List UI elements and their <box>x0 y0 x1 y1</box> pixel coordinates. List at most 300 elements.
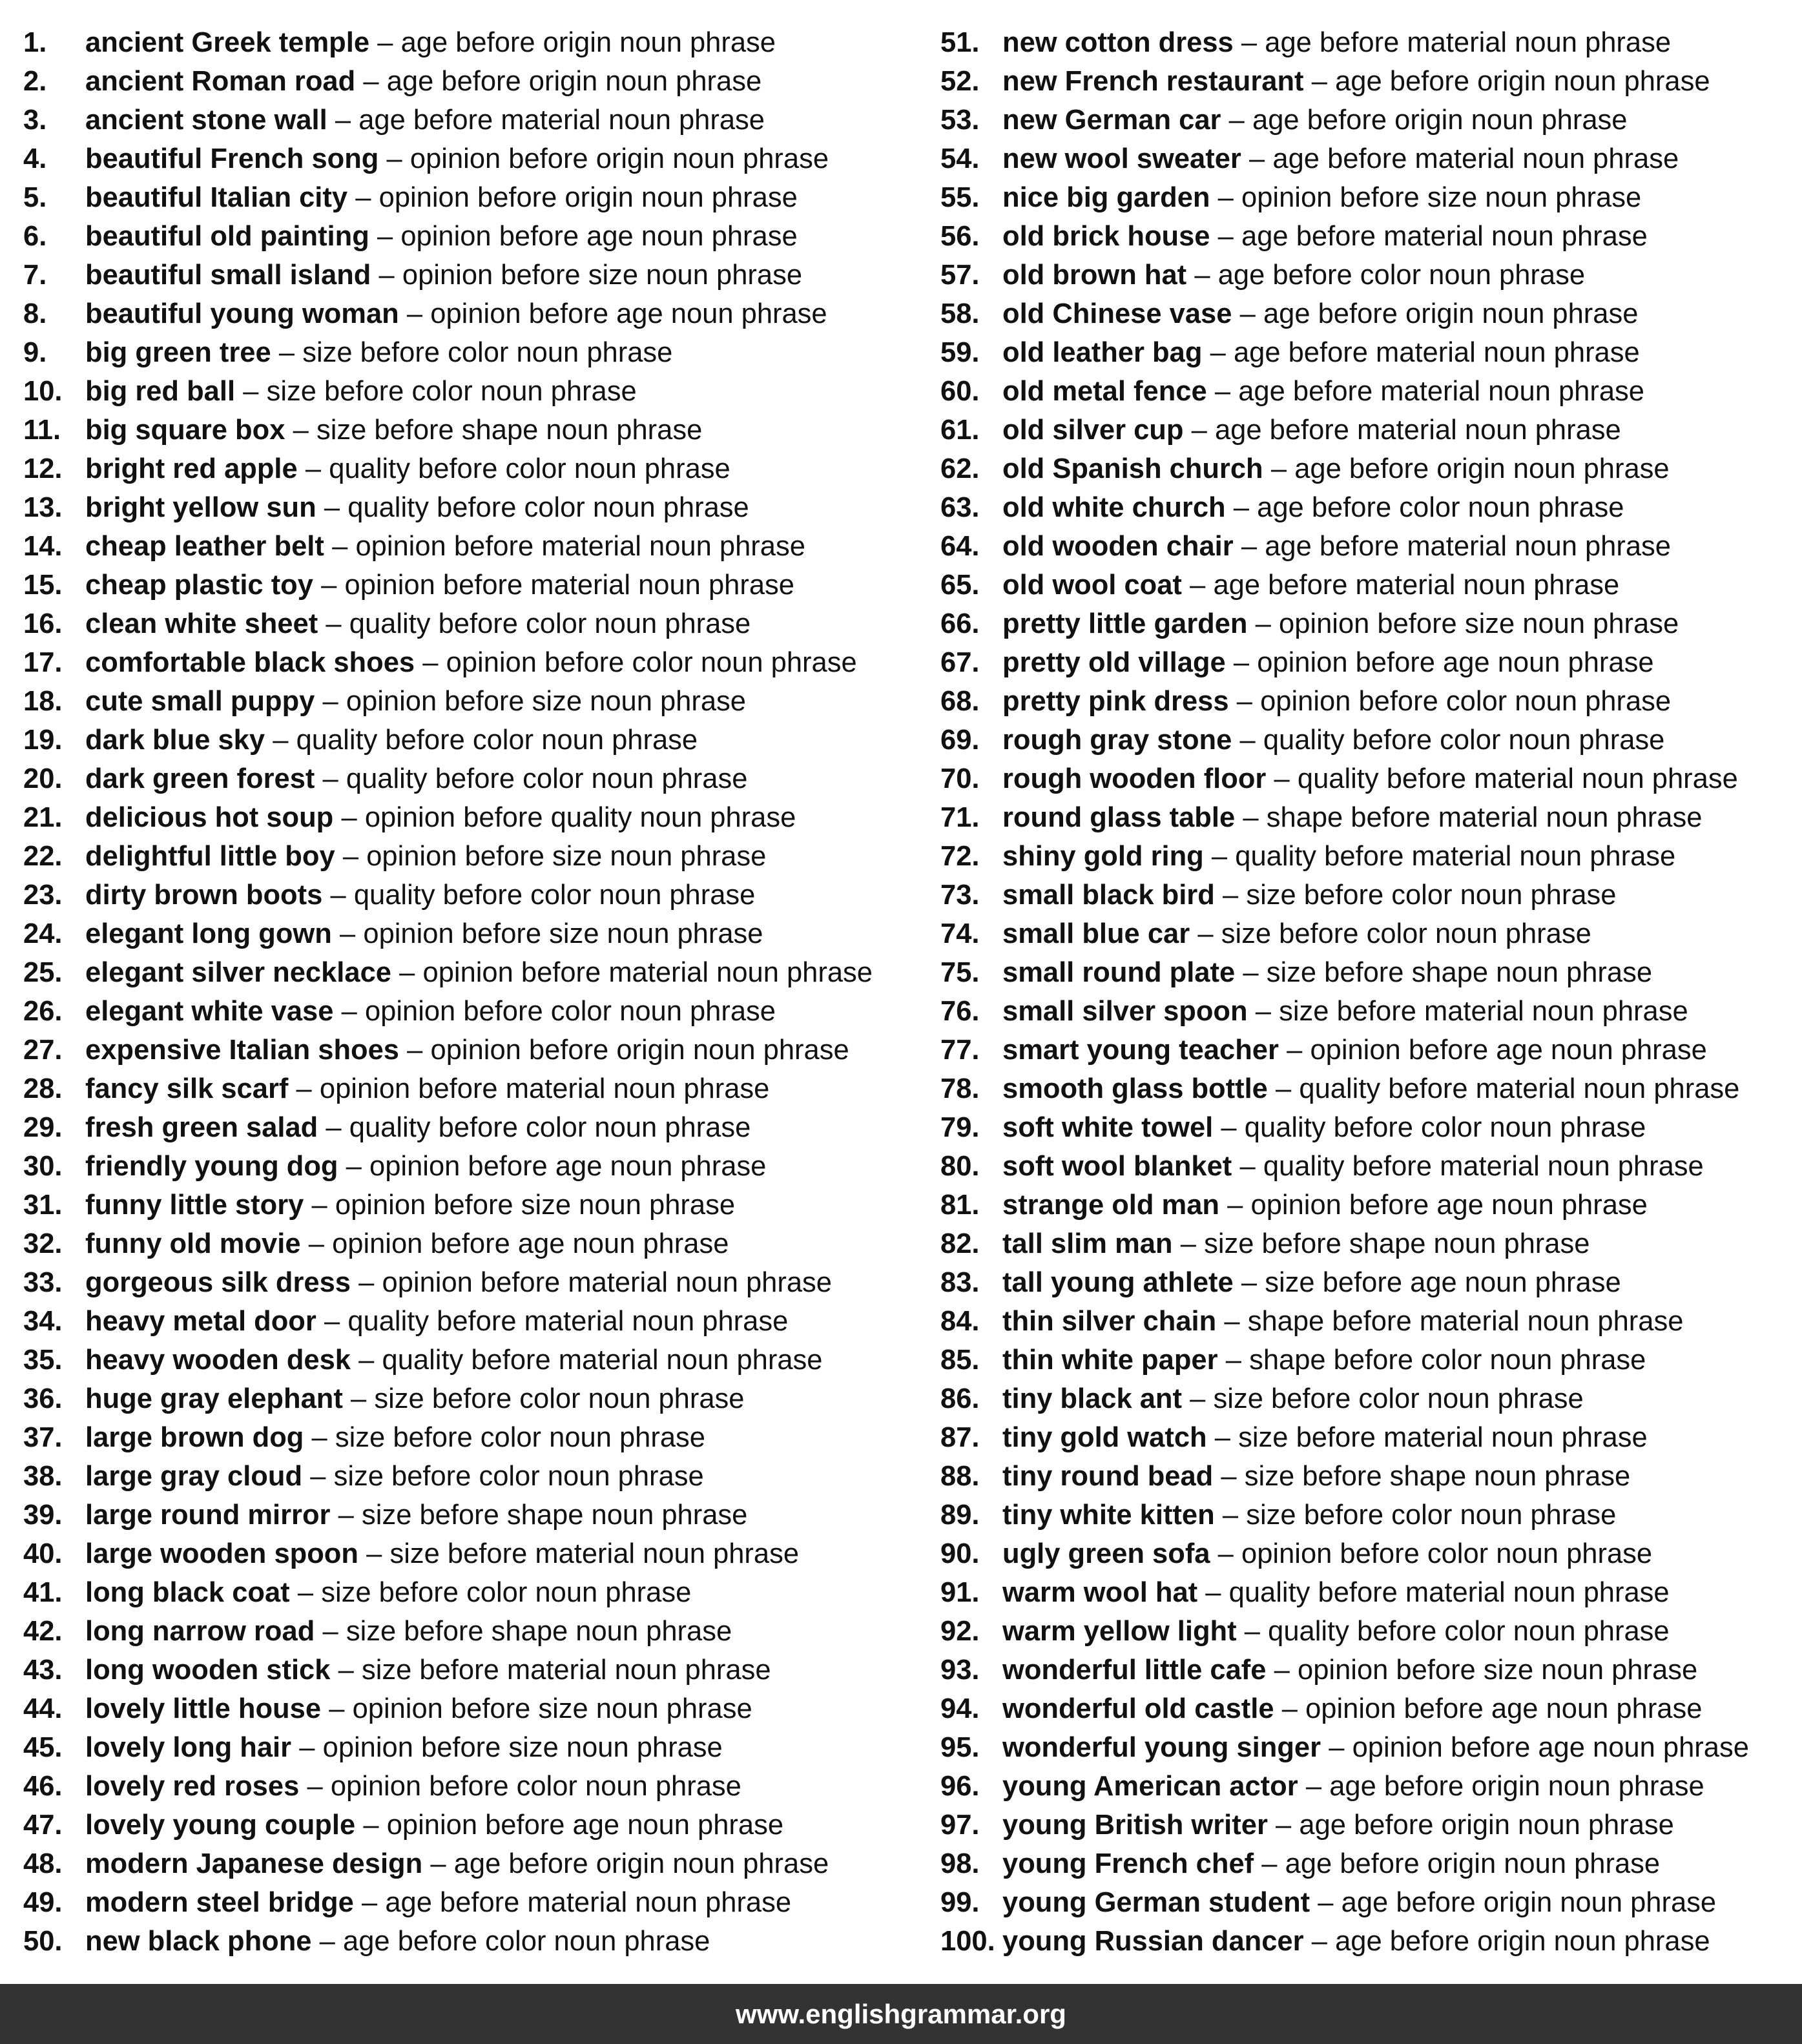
noun-phrase: shiny gold ring <box>1002 841 1204 872</box>
dash-separator: – <box>340 918 356 949</box>
noun-phrase: large wooden spoon <box>85 1538 358 1569</box>
noun-phrase: long narrow road <box>85 1616 315 1647</box>
list-item <box>23 1689 927 1728</box>
order-description: age before material noun phrase <box>1233 337 1640 368</box>
noun-phrase: lovely long hair <box>85 1732 292 1763</box>
noun-phrase: lovely red roses <box>85 1771 300 1802</box>
dash-separator: – <box>1241 1267 1258 1298</box>
noun-phrase: bright red apple <box>85 453 298 484</box>
noun-phrase: large round mirror <box>85 1500 331 1531</box>
list-item <box>23 682 927 721</box>
noun-phrase: big red ball <box>85 376 236 407</box>
noun-phrase: lovely young couple <box>85 1810 356 1841</box>
item-number: 79. <box>940 1112 980 1143</box>
dash-separator: – <box>1233 647 1250 678</box>
order-description: age before material noun phrase <box>385 1887 792 1918</box>
noun-phrase: huge gray elephant <box>85 1383 343 1414</box>
footer-bar <box>0 1984 1802 2044</box>
order-description: opinion before age noun phrase <box>1305 1693 1703 1724</box>
list-item <box>23 217 927 256</box>
noun-phrase: friendly young dog <box>85 1151 338 1182</box>
list-item <box>23 101 927 139</box>
noun-phrase: funny old movie <box>85 1228 301 1259</box>
item-number: 20. <box>23 763 63 794</box>
noun-phrase: old Chinese vase <box>1002 298 1232 329</box>
dash-separator: – <box>1239 1151 1256 1182</box>
item-number: 25. <box>23 957 63 988</box>
noun-phrase: thin white paper <box>1002 1345 1218 1376</box>
noun-phrase: beautiful French song <box>85 143 379 174</box>
dash-separator: – <box>407 1035 423 1066</box>
item-number: 58. <box>940 298 980 329</box>
item-number: 6. <box>23 221 47 252</box>
dash-separator: – <box>293 415 309 446</box>
noun-phrase: old white church <box>1002 492 1226 523</box>
noun-phrase: thin silver chain <box>1002 1306 1217 1337</box>
dash-separator: – <box>338 1500 354 1531</box>
item-number: 75. <box>940 957 980 988</box>
item-number: 74. <box>940 918 980 949</box>
order-description: quality before color noun phrase <box>296 725 698 756</box>
dash-separator: – <box>341 996 357 1027</box>
noun-phrase: nice big garden <box>1002 182 1210 213</box>
list-item <box>940 1573 1802 1612</box>
noun-phrase: heavy wooden desk <box>85 1345 351 1376</box>
noun-phrase: young German student <box>1002 1887 1310 1918</box>
list-item <box>940 1069 1802 1108</box>
noun-phrase: modern steel bridge <box>85 1887 354 1918</box>
noun-phrase: tiny gold watch <box>1002 1422 1207 1453</box>
order-description: opinion before age noun phrase <box>1310 1035 1707 1066</box>
item-number: 96. <box>940 1771 980 1802</box>
list-item <box>940 837 1802 876</box>
order-description: opinion before origin noun phrase <box>409 143 829 174</box>
noun-phrase: old leather bag <box>1002 337 1203 368</box>
dash-separator: – <box>1217 221 1234 252</box>
list-item <box>940 62 1802 101</box>
order-description: quality before material noun phrase <box>1235 841 1676 872</box>
dash-separator: – <box>332 531 348 562</box>
noun-phrase: dark blue sky <box>85 725 265 756</box>
item-number: 76. <box>940 996 980 1027</box>
order-description: opinion before age noun phrase <box>430 298 827 329</box>
order-description: quality before material noun phrase <box>1228 1577 1670 1608</box>
noun-phrase: bright yellow sun <box>85 492 316 523</box>
list-item <box>23 256 927 294</box>
dash-separator: – <box>1233 492 1249 523</box>
order-description: size before color noun phrase <box>1246 880 1617 911</box>
list-item <box>940 1341 1802 1379</box>
order-description: age before material noun phrase <box>1265 27 1672 58</box>
dash-separator: – <box>1190 570 1206 601</box>
dash-separator: – <box>1236 686 1252 717</box>
list-item <box>940 333 1802 372</box>
item-number: 33. <box>23 1267 63 1298</box>
list-item <box>23 372 927 411</box>
dash-separator: – <box>386 143 402 174</box>
list-item <box>23 449 927 488</box>
noun-phrase: young Russian dancer <box>1002 1926 1304 1957</box>
noun-phrase: old metal fence <box>1002 376 1207 407</box>
list-item <box>23 837 927 876</box>
dash-separator: – <box>329 1693 345 1724</box>
item-number: 43. <box>23 1655 63 1686</box>
list-item <box>940 294 1802 333</box>
list-item <box>940 1302 1802 1341</box>
order-description: size before color noun phrase <box>266 376 637 407</box>
noun-phrase: expensive Italian shoes <box>85 1035 399 1066</box>
noun-phrase: beautiful small island <box>85 260 371 291</box>
order-description: opinion before origin noun phrase <box>430 1035 849 1066</box>
order-description: age before origin noun phrase <box>1263 298 1639 329</box>
dash-separator: – <box>1276 1073 1292 1104</box>
noun-phrase: comfortable black shoes <box>85 647 415 678</box>
dash-separator: – <box>299 1732 315 1763</box>
item-number: 28. <box>23 1073 63 1104</box>
order-description: opinion before material noun phrase <box>422 957 873 988</box>
order-description: quality before color noun phrase <box>1268 1616 1670 1647</box>
item-number: 17. <box>23 647 63 678</box>
dash-separator: – <box>1225 1345 1241 1376</box>
list-item <box>23 1031 927 1069</box>
order-description: quality before material noun phrase <box>347 1306 789 1337</box>
dash-separator: – <box>1255 608 1271 639</box>
list-item <box>940 953 1802 992</box>
order-description: age before origin noun phrase <box>1335 1926 1710 1957</box>
item-number: 15. <box>23 570 63 601</box>
dash-separator: – <box>278 337 295 368</box>
order-description: age before origin noun phrase <box>1285 1848 1661 1879</box>
list-item <box>23 178 927 217</box>
dash-separator: – <box>1239 725 1256 756</box>
item-number: 23. <box>23 880 63 911</box>
dash-separator: – <box>305 453 322 484</box>
dash-separator: – <box>1255 996 1271 1027</box>
order-description: opinion before age noun phrase <box>386 1810 784 1841</box>
dash-separator: – <box>1243 957 1259 988</box>
item-number: 51. <box>940 27 980 58</box>
dash-separator: – <box>324 492 340 523</box>
dash-separator: – <box>351 1383 367 1414</box>
noun-phrase: small blue car <box>1002 918 1190 949</box>
item-number: 21. <box>23 802 63 833</box>
dash-separator: – <box>355 182 371 213</box>
list-item <box>940 604 1802 643</box>
item-number: 32. <box>23 1228 63 1259</box>
item-number: 41. <box>23 1577 63 1608</box>
item-number: 11. <box>23 415 61 446</box>
dash-separator: – <box>1197 918 1214 949</box>
item-number: 44. <box>23 1693 63 1724</box>
item-number: 67. <box>940 647 980 678</box>
noun-phrase: long black coat <box>85 1577 290 1608</box>
order-description: opinion before age noun phrase <box>1352 1732 1749 1763</box>
item-number: 30. <box>23 1151 63 1182</box>
dash-separator: – <box>1214 376 1231 407</box>
noun-phrase: new cotton dress <box>1002 27 1234 58</box>
dash-separator: – <box>358 1267 375 1298</box>
order-description: size before shape noun phrase <box>316 415 703 446</box>
item-number: 94. <box>940 1693 980 1724</box>
item-number: 65. <box>940 570 980 601</box>
dash-separator: – <box>1274 763 1290 794</box>
list-item <box>940 217 1802 256</box>
noun-phrase: smooth glass bottle <box>1002 1073 1268 1104</box>
noun-phrase: modern Japanese design <box>85 1848 423 1879</box>
noun-phrase: small black bird <box>1002 880 1215 911</box>
item-number: 55. <box>940 182 980 213</box>
list-item <box>940 1108 1802 1147</box>
list-item <box>940 372 1802 411</box>
noun-phrase: long wooden stick <box>85 1655 331 1686</box>
noun-phrase: beautiful old painting <box>85 221 369 252</box>
left-column <box>23 23 927 1961</box>
footer-url[interactable]: www.englishgrammar.org <box>736 1998 1066 2029</box>
dash-separator: – <box>297 1577 314 1608</box>
noun-phrase: wonderful young singer <box>1002 1732 1321 1763</box>
dash-separator: – <box>1210 337 1226 368</box>
dash-separator: – <box>1311 1926 1327 1957</box>
list-item <box>23 1922 927 1961</box>
item-number: 92. <box>940 1616 980 1647</box>
noun-phrase: lovely little house <box>85 1693 322 1724</box>
item-number: 53. <box>940 105 980 136</box>
dash-separator: – <box>1261 1848 1278 1879</box>
order-description: size before shape noun phrase <box>1266 957 1653 988</box>
item-number: 77. <box>940 1035 980 1066</box>
list-item <box>23 411 927 449</box>
noun-phrase: gorgeous silk dress <box>85 1267 351 1298</box>
item-number: 35. <box>23 1345 63 1376</box>
dash-separator: – <box>296 1073 312 1104</box>
list-item <box>940 1767 1802 1806</box>
item-number: 29. <box>23 1112 63 1143</box>
dash-separator: – <box>1318 1887 1334 1918</box>
item-number: 98. <box>940 1848 980 1879</box>
list-item <box>940 527 1802 566</box>
dash-separator: – <box>1311 66 1327 97</box>
list-item <box>940 876 1802 914</box>
dash-separator: – <box>1205 1577 1221 1608</box>
list-item <box>940 488 1802 527</box>
noun-phrase: dark green forest <box>85 763 315 794</box>
noun-phrase: small silver spoon <box>1002 996 1248 1027</box>
noun-phrase: cheap leather belt <box>85 531 324 562</box>
item-number: 16. <box>23 608 63 639</box>
order-description: opinion before material noun phrase <box>319 1073 770 1104</box>
noun-phrase: small round plate <box>1002 957 1236 988</box>
list-item <box>940 1379 1802 1418</box>
order-description: size before shape noun phrase <box>362 1500 748 1531</box>
dash-separator: – <box>1180 1228 1196 1259</box>
dash-separator: – <box>377 221 393 252</box>
noun-phrase: tall young athlete <box>1002 1267 1234 1298</box>
dash-separator: – <box>1221 1112 1237 1143</box>
item-number: 80. <box>940 1151 980 1182</box>
list-item <box>23 876 927 914</box>
list-item <box>940 914 1802 953</box>
noun-phrase: old Spanish church <box>1002 453 1263 484</box>
noun-phrase: large brown dog <box>85 1422 304 1453</box>
order-description: size before shape noun phrase <box>1244 1461 1631 1492</box>
item-number: 91. <box>940 1577 980 1608</box>
item-number: 64. <box>940 531 980 562</box>
noun-phrase: elegant long gown <box>85 918 332 949</box>
noun-phrase: ancient Roman road <box>85 66 356 97</box>
dash-separator: – <box>1222 1500 1239 1531</box>
order-description: size before color noun phrase <box>1246 1500 1617 1531</box>
noun-phrase: old silver cup <box>1002 415 1184 446</box>
order-description: opinion before color noun phrase <box>364 996 776 1027</box>
item-number: 72. <box>940 841 980 872</box>
list-item <box>23 1108 927 1147</box>
order-description: opinion before color noun phrase <box>1260 686 1672 717</box>
order-description: shape before material noun phrase <box>1266 802 1703 833</box>
item-number: 19. <box>23 725 63 756</box>
list-item <box>940 1689 1802 1728</box>
item-number: 4. <box>23 143 47 174</box>
noun-phrase: delicious hot soup <box>85 802 334 833</box>
order-description: size before shape noun phrase <box>1204 1228 1590 1259</box>
order-description: opinion before age noun phrase <box>1250 1190 1648 1221</box>
order-description: opinion before origin noun phrase <box>378 182 798 213</box>
noun-phrase: new black phone <box>85 1926 312 1957</box>
dash-separator: – <box>1241 27 1258 58</box>
list-item <box>23 953 927 992</box>
list-item <box>940 1651 1802 1689</box>
noun-phrase: big green tree <box>85 337 271 368</box>
dash-separator: – <box>1239 298 1256 329</box>
dash-separator: – <box>1244 1616 1260 1647</box>
dash-separator: – <box>1221 1461 1237 1492</box>
dash-separator: – <box>310 1461 326 1492</box>
item-number: 69. <box>940 725 980 756</box>
order-description: opinion before size noun phrase <box>322 1732 723 1763</box>
order-description: quality before material noun phrase <box>382 1345 823 1376</box>
noun-phrase: tall slim man <box>1002 1228 1173 1259</box>
item-number: 59. <box>940 337 980 368</box>
list-item <box>940 1031 1802 1069</box>
order-description: opinion before size noun phrase <box>352 1693 752 1724</box>
order-description: quality before color noun phrase <box>329 453 730 484</box>
order-description: opinion before material noun phrase <box>355 531 805 562</box>
item-number: 62. <box>940 453 980 484</box>
list-item <box>23 1302 927 1341</box>
dash-separator: – <box>1270 453 1287 484</box>
list-item <box>23 721 927 759</box>
order-description: age before material noun phrase <box>1241 221 1648 252</box>
item-number: 63. <box>940 492 980 523</box>
list-item <box>23 527 927 566</box>
order-description: quality before color noun phrase <box>349 1112 751 1143</box>
list-item <box>23 1457 927 1496</box>
dash-separator: – <box>1287 1035 1303 1066</box>
item-number: 27. <box>23 1035 63 1066</box>
list-item <box>23 1263 927 1302</box>
noun-phrase: warm wool hat <box>1002 1577 1198 1608</box>
item-number: 50. <box>23 1926 63 1957</box>
list-item <box>23 798 927 837</box>
dash-separator: – <box>324 1306 340 1337</box>
dash-separator: – <box>311 1190 327 1221</box>
noun-phrase: big square box <box>85 415 285 446</box>
dash-separator: – <box>1281 1693 1298 1724</box>
list-item <box>23 1418 927 1457</box>
order-description: quality before color noun phrase <box>1263 725 1665 756</box>
dash-separator: – <box>366 1538 382 1569</box>
list-item <box>940 1806 1802 1844</box>
list-item <box>940 1612 1802 1651</box>
noun-phrase: new wool sweater <box>1002 143 1241 174</box>
dash-separator: – <box>363 1810 379 1841</box>
noun-phrase: rough gray stone <box>1002 725 1232 756</box>
list-item <box>23 1341 927 1379</box>
list-item <box>940 139 1802 178</box>
item-number: 57. <box>940 260 980 291</box>
item-number: 86. <box>940 1383 980 1414</box>
dash-separator: – <box>308 1228 324 1259</box>
list-item <box>940 1418 1802 1457</box>
order-description: size before shape noun phrase <box>346 1616 732 1647</box>
order-description: age before material noun phrase <box>358 105 765 136</box>
item-number: 22. <box>23 841 63 872</box>
noun-phrase: ugly green sofa <box>1002 1538 1210 1569</box>
item-number: 1. <box>23 27 47 58</box>
dash-separator: – <box>1249 143 1265 174</box>
order-description: size before color noun phrase <box>333 1461 704 1492</box>
item-number: 66. <box>940 608 980 639</box>
dash-separator: – <box>322 1616 338 1647</box>
item-number: 47. <box>23 1810 63 1841</box>
order-description: age before color noun phrase <box>343 1926 710 1957</box>
item-number: 9. <box>23 337 47 368</box>
list-item <box>940 101 1802 139</box>
order-description: quality before color noun phrase <box>346 763 748 794</box>
list-item <box>23 1728 927 1767</box>
list-item <box>940 178 1802 217</box>
noun-phrase: strange old man <box>1002 1190 1219 1221</box>
order-description: age before origin noun phrase <box>1299 1810 1674 1841</box>
dash-separator: – <box>1227 1190 1243 1221</box>
dash-separator: – <box>1224 1306 1240 1337</box>
item-number: 95. <box>940 1732 980 1763</box>
dash-separator: – <box>338 1655 354 1686</box>
item-number: 93. <box>940 1655 980 1686</box>
dash-separator: – <box>322 686 338 717</box>
list-item <box>940 992 1802 1031</box>
item-number: 84. <box>940 1306 980 1337</box>
noun-phrase: dirty brown boots <box>85 880 323 911</box>
list-item <box>940 1457 1802 1496</box>
list-item <box>23 139 927 178</box>
order-description: age before color noun phrase <box>1257 492 1624 523</box>
list-item <box>23 643 927 682</box>
dash-separator: – <box>1222 880 1239 911</box>
item-number: 42. <box>23 1616 63 1647</box>
item-number: 88. <box>940 1461 980 1492</box>
noun-phrase: tiny white kitten <box>1002 1500 1215 1531</box>
noun-phrase: beautiful young woman <box>85 298 399 329</box>
dash-separator: – <box>1243 802 1259 833</box>
order-description: opinion before color noun phrase <box>446 647 857 678</box>
order-description: opinion before age noun phrase <box>400 221 798 252</box>
list-item <box>940 1534 1802 1573</box>
item-number: 5. <box>23 182 47 213</box>
noun-phrase: ancient stone wall <box>85 105 327 136</box>
order-description: size before age noun phrase <box>1265 1267 1621 1298</box>
list-item <box>940 1844 1802 1883</box>
dash-separator: – <box>363 66 379 97</box>
